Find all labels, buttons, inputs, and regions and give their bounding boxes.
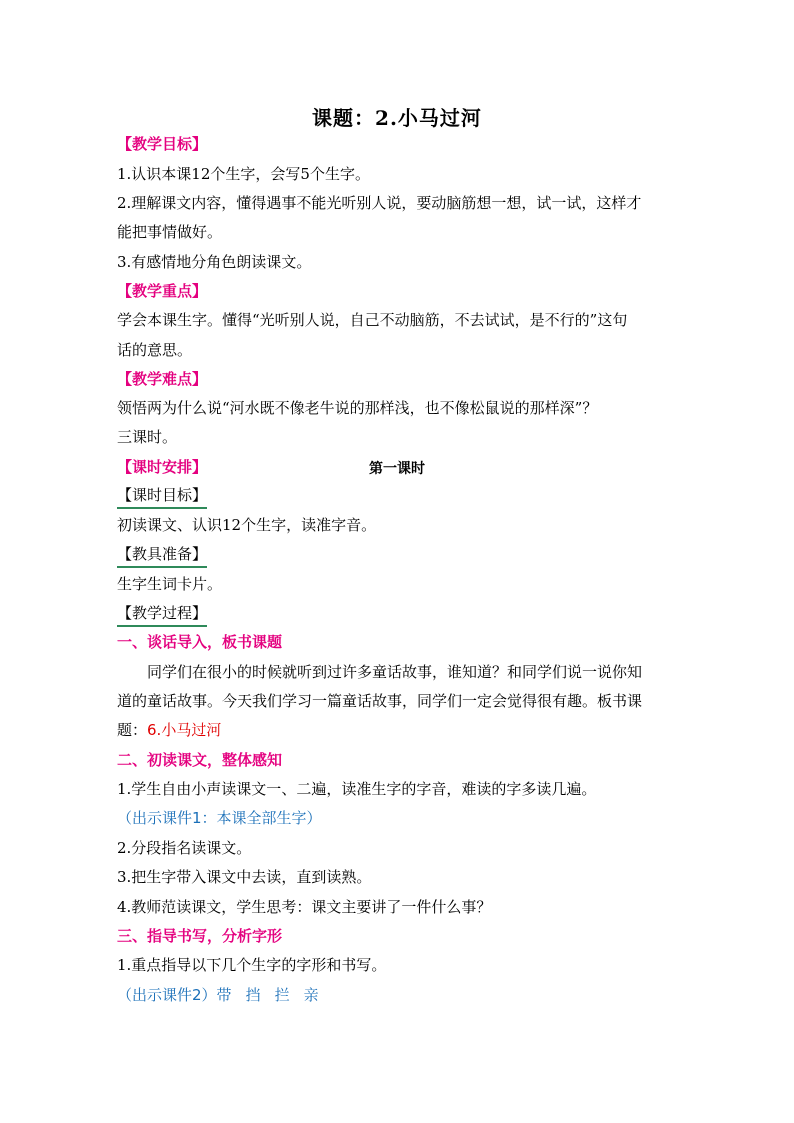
part1-line-1: 同学们在很小的时候就听到过许多童话故事，谁知道？和同学们说一说你知 (147, 663, 643, 681)
key-line-1: 学会本课生字。懂得“光听别人说，自己不动脑筋，不去试试，是不行的”这句 (117, 311, 628, 329)
part2-line-2: 2.分段指名读课文。 (117, 839, 252, 857)
goals-heading: 【教学目标】 (117, 135, 208, 153)
part2-courseware: （出示课件1：本课全部生字） (117, 809, 322, 827)
lesson-goal-heading: 【课时目标】 (117, 485, 207, 509)
lesson-title: 第一课时 (369, 461, 425, 477)
part1-line-2: 道的童话故事。今天我们学习一篇童话故事，同学们一定会觉得很有趣。板书课 (117, 692, 643, 710)
char-4: 亲 (303, 986, 319, 1004)
goal-line-1: 1.认识本课12个生字，会写5个生字。 (117, 165, 370, 183)
key-line-2: 话的意思。 (117, 341, 193, 359)
goal-line-2: 2.理解课文内容，懂得遇事不能光听别人说，要动脑筋想一想，试一试，这样才 (117, 194, 642, 212)
part2-line-4: 4.教师范读课文，学生思考：课文主要讲了一件什么事？ (117, 898, 492, 916)
part1-last-prefix: 题： (117, 721, 148, 739)
key-heading: 【教学重点】 (117, 282, 208, 300)
schedule-heading: 【课时安排】 (117, 458, 208, 476)
part3-line-1: 1.重点指导以下几个生字的字形和书写。 (117, 956, 387, 974)
char-3: 拦 (274, 986, 290, 1004)
prep-text: 生字生词卡片。 (117, 575, 223, 593)
goal-line-3: 能把事情做好。 (117, 223, 223, 241)
char-2: 挡 (245, 986, 261, 1004)
part2-line-1: 1.学生自由小声读课文一、二遍，读准生字的字音，难读的字多读几遍。 (117, 780, 597, 798)
char-1: 带 (216, 986, 232, 1004)
part3-courseware: （出示课件2） (117, 986, 217, 1004)
difficult-heading: 【教学难点】 (117, 370, 208, 388)
part2-line-3: 3.把生字带入课文中去读，直到读熟。 (117, 868, 372, 886)
page-title: 课题：2.小马过河 (312, 106, 482, 130)
part2-heading: 二、初读课文，整体感知 (117, 751, 283, 769)
goal-line-4: 3.有感情地分角色朗读课文。 (117, 253, 312, 271)
process-heading: 【教学过程】 (117, 603, 207, 627)
part1-board-title: 6.小马过河 (147, 721, 222, 739)
part3-courseware-line (117, 985, 687, 1005)
difficult-line-1: 领悟两为什么说“河水既不像老牛说的那样浅，也不像松鼠说的那样深”？ (117, 399, 598, 417)
part1-heading: 一、谈话导入，板书课题 (117, 633, 283, 651)
prep-heading: 【教具准备】 (117, 544, 207, 568)
part1-line-3 (117, 720, 687, 740)
part3-heading: 三、指导书写，分析字形 (117, 927, 283, 945)
lesson-goal-text: 初读课文、认识12个生字，读准字音。 (117, 516, 377, 534)
difficult-line-2: 三课时。 (117, 428, 178, 446)
